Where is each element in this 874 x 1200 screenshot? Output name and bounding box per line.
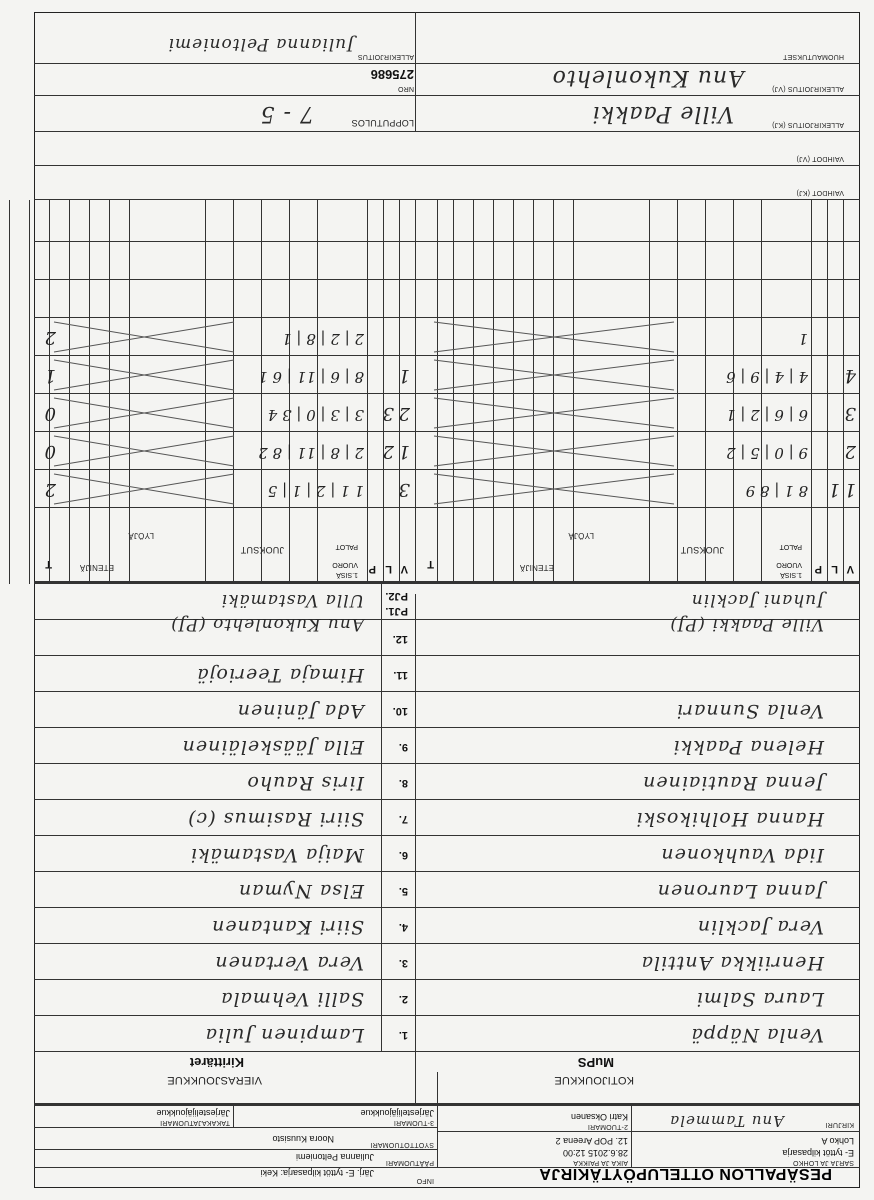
away-cell-v: 1 xyxy=(398,365,410,386)
away-player-name: Siiri Rasimus (c) xyxy=(187,808,364,830)
home-player-name: Iida Vauhkonen xyxy=(660,844,824,866)
home-team-label: KOTIJOUKKUE xyxy=(554,1074,634,1086)
time-place-label: AIKA JA PAIKKA xyxy=(573,1159,628,1166)
substitutions-away-label: VAIHDOT (VJ) xyxy=(796,155,844,162)
series-value: E- tyttöt kilpasarja xyxy=(782,1148,854,1158)
score-header-t: T xyxy=(45,558,52,570)
score-header-p: P xyxy=(368,563,376,575)
signature-home-label: ALLEKIRJOITUS (KJ) xyxy=(771,121,844,128)
score-header-v: V xyxy=(400,563,408,575)
roster-number: 12. xyxy=(392,633,408,645)
away-cell-t: 1 xyxy=(44,365,56,386)
pitch-umpire-value: Noora Kuusisto xyxy=(272,1134,334,1144)
info-label: INFO xyxy=(416,1177,434,1184)
away-pj1: Anu Kukonlehto (PJ) xyxy=(170,614,364,634)
away-cell-marks: 1 1 | 2 | 1 | 5 xyxy=(267,482,364,500)
away-cell-v: 1 xyxy=(398,441,410,462)
away-player-name: Ella Jääskeläinen xyxy=(181,736,364,758)
score-header-juoksut: JUOKSUT xyxy=(680,545,724,555)
home-player-name: Hanna Holhikoski xyxy=(635,808,824,830)
score-header-vuoro: VUORO xyxy=(332,561,358,568)
home-player-name: Vera Jacklin xyxy=(696,916,824,938)
score-header-l: L xyxy=(831,563,838,575)
home-pj1: Ville Paakki (PJ) xyxy=(669,614,824,634)
away-cell-marks: 2 | 2 | 8 | 1 xyxy=(282,330,364,348)
away-cell-marks: 8 | 6 | 11 | 6 1 xyxy=(258,368,364,386)
away-player-name: Siiri Kantanen xyxy=(211,916,364,938)
remarks-label: HUOMAUTUKSET xyxy=(782,53,844,60)
score-header-v: V xyxy=(846,563,854,575)
roster-number: 5. xyxy=(398,885,408,897)
roster-number: 2. xyxy=(398,993,408,1005)
datetime-value: 28.6.2015 12:00 xyxy=(562,1148,628,1158)
divider xyxy=(415,12,416,132)
block-value: Lohko A xyxy=(821,1136,854,1146)
away-cell-l: 3 xyxy=(382,403,394,424)
home-cell-marks: 4 | 4 | 9 | 6 xyxy=(726,368,808,386)
away-cell-v: 2 xyxy=(398,403,410,424)
home-player-name: Janna Lauronen xyxy=(656,880,824,902)
series-label: SARJA JA LOHKO xyxy=(792,1159,854,1166)
roster-number: 11. xyxy=(393,669,408,681)
home-player-name: Laura Salmi xyxy=(695,988,824,1010)
chief-umpire-value: Julianna Peltoniemi xyxy=(295,1152,374,1162)
away-pj2: Ulla Vastamäki xyxy=(220,590,364,610)
score-header-etenija: ETENIJÄ xyxy=(519,563,554,572)
number-value: 275686 xyxy=(370,67,414,82)
final-score-value: 7 - 5 xyxy=(259,101,314,126)
home-cell-marks: 6 | 6 | 2 | 1 xyxy=(726,406,808,424)
away-cell-l: 2 xyxy=(382,441,394,462)
score-header-first-in: 1.SISÄ xyxy=(336,571,358,578)
divider xyxy=(34,199,860,200)
away-cell-t: 2 xyxy=(44,327,56,348)
away-player-name: Lampinen Julia xyxy=(204,1024,364,1046)
home-cell-v: 1 xyxy=(844,479,856,500)
signature-home: Ville Paakki xyxy=(591,101,734,126)
number-label: NRO xyxy=(397,85,414,92)
info-value: Järj. E- tyttöt kilpasarja: Keki xyxy=(260,1168,374,1178)
signature-value: Julianna Peltoniemi xyxy=(167,34,354,54)
score-header-juoksut: JUOKSUT xyxy=(240,545,284,555)
score-header-vuoro: VUORO xyxy=(776,561,802,568)
home-cell-l: 1 xyxy=(828,479,840,500)
home-player-name: Henriikka Anttila xyxy=(640,952,824,974)
home-player-name: Jenna Rautiainen xyxy=(642,772,824,794)
roster-number: 8. xyxy=(398,777,408,789)
away-player-name: Salli Vehmala xyxy=(220,988,364,1010)
home-cell-v: 3 xyxy=(844,403,856,424)
away-player-name: Vera Vertanen xyxy=(214,952,364,974)
home-cell-v: 4 xyxy=(844,365,856,386)
roster-number: 6. xyxy=(398,849,408,861)
score-header-palot: PALOT xyxy=(779,543,802,550)
away-cell-v: 3 xyxy=(398,479,410,500)
pj1-label: PJ1. xyxy=(385,605,408,617)
away-cell-t: 2 xyxy=(44,479,56,500)
umpire2-value: Katri Oksanen xyxy=(570,1112,628,1122)
scorer-value: Anu Tammela xyxy=(669,1112,784,1130)
signature-away: Anu Kukonlehto xyxy=(551,65,744,90)
pj2-label: PJ2. xyxy=(385,590,408,602)
home-player-name: Venla Näppä xyxy=(690,1024,824,1046)
roster-number: 3. xyxy=(398,957,408,969)
away-player-name: Ada Jäninen xyxy=(236,700,364,722)
home-cell-v: 2 xyxy=(844,441,856,462)
score-header-t: T xyxy=(427,558,434,570)
place-value: 12. POP Areena 2 xyxy=(555,1136,628,1146)
roster-number: 9. xyxy=(398,741,408,753)
score-header-palot: PALOT xyxy=(335,543,358,550)
home-pj2: Juhani Jacklin xyxy=(690,590,824,610)
chief-umpire-label: PÄÄTUOMARI xyxy=(385,1159,434,1166)
sheet-title: PESÄPALLON OTTELUPÖYTÄKIRJA xyxy=(538,1165,832,1182)
divider xyxy=(34,95,860,96)
home-player-name: Venla Sunnari xyxy=(675,700,824,722)
home-cell-marks: 9 | 0 | 5 | 2 xyxy=(726,444,808,462)
away-player-name: Himaja Teeriojä xyxy=(196,664,364,686)
home-team-name: MuPS xyxy=(577,1055,614,1070)
home-player-name: Helena Paakki xyxy=(672,736,824,758)
away-cell-marks: 2 | 8 | 11 | 8 2 xyxy=(258,444,364,462)
score-header-first-in: 1.SISÄ xyxy=(780,571,802,578)
away-team-label: VIERASJOUKKUE xyxy=(167,1074,262,1086)
substitutions-home-label: VAIHDOT (KJ) xyxy=(796,189,844,196)
umpire3-label: 3-TUOMARI xyxy=(393,1119,434,1126)
away-cell-t: 0 xyxy=(44,441,56,462)
home-cell-marks: 8 1 | 8 9 xyxy=(745,482,808,500)
score-header-lyoja: LYÖJÄ xyxy=(128,531,154,540)
away-player-name: Iiris Rauho xyxy=(246,772,364,794)
score-header-l: L xyxy=(385,563,392,575)
roster-number: 1. xyxy=(398,1029,408,1041)
signature-away-label: ALLEKIRJOITUS (VJ) xyxy=(771,85,844,92)
divider xyxy=(34,63,860,64)
roster-number: 10. xyxy=(392,705,408,717)
score-header-etenija: ETENIJÄ xyxy=(79,563,114,572)
roster-number: 7. xyxy=(398,813,408,825)
away-player-name: Maija Vastamäki xyxy=(189,844,364,866)
away-cell-t: 0 xyxy=(44,403,56,424)
final-score-label: LOPPUTULOS xyxy=(351,118,414,128)
home-cell-marks: 1 xyxy=(798,330,808,348)
score-header-p: P xyxy=(814,563,822,575)
away-player-name: Elsa Nyman xyxy=(237,880,364,902)
divider xyxy=(34,131,860,132)
away-cell-marks: 3 | 3 | 0 | 3 4 xyxy=(267,406,364,424)
pitch-umpire-label: SYÖTTÖTUOMARI xyxy=(370,1141,434,1148)
away-team-name: Kirittäret xyxy=(189,1055,244,1070)
umpire3-value: Järjestelijäjoukkue xyxy=(360,1108,434,1118)
back-umpire-label: TAKAKAJATUOMARI xyxy=(159,1119,230,1126)
umpire2-label: 2-TUOMARI xyxy=(587,1123,628,1130)
score-header-lyoja: LYÖJÄ xyxy=(568,531,594,540)
scorer-label: KIRJURI xyxy=(825,1121,854,1128)
signature-label: ALLEKIRJOITUS xyxy=(357,53,414,60)
back-umpire-value: Järjestelijäjoukkue xyxy=(156,1108,230,1118)
roster-number: 4. xyxy=(398,921,408,933)
divider xyxy=(34,165,860,166)
